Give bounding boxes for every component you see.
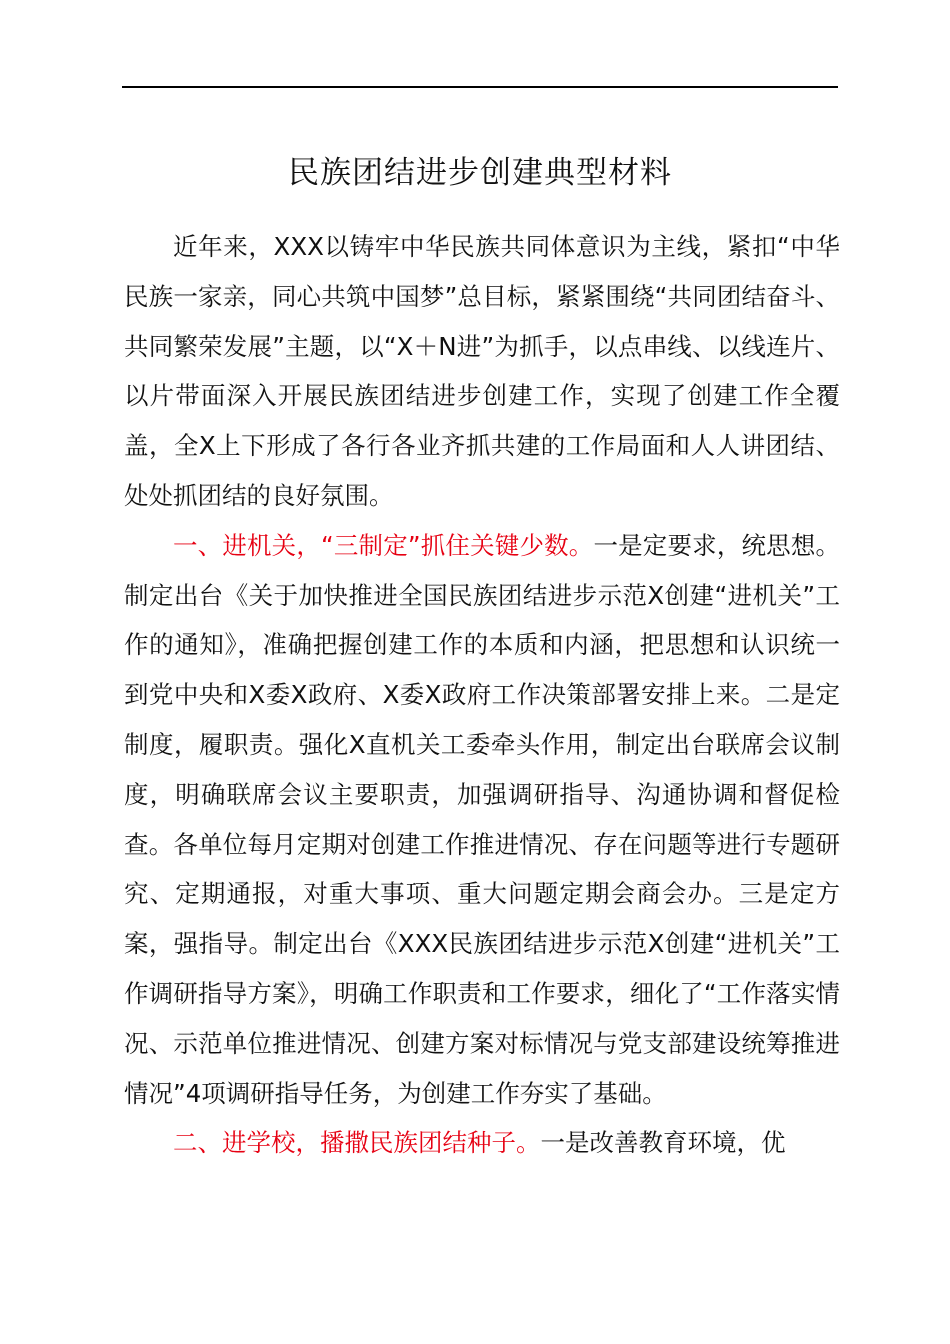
document-body: [124, 222, 840, 1168]
section-1-paragraph: [124, 521, 840, 1119]
section-2-paragraph: [124, 1118, 840, 1168]
paragraph-text: 一是定要求，统思想。制定出台《关于加快推进全国民族团结进步示范X创建“进机关”工作的通知》，准确把握创建工作的本质和内涵，把思想和认识统一到党中央和X委X政府、X委X政府工作决策部署安排上来。二是定制度，履职责。强化X直机关工委牵头作用，制定出台联席会议制度，明确联席会议主要职责，加强调研指导、沟通协调和督促检查。各单位每月定期对创建工作推进情况、存在问题等进行专题研究、定期通报，对重大事项、重大问题定期会商会办。三是定方案，强指导。制定出台《XXX民族团结进步示范X创建“进机关”工作调研指导方案》，明确工作职责和工作要求，细化了“工作落实情况、示范单位推进情况、创建方案对标情况与党支部建设统筹推进情况”4项调研指导任务，为创建工作夯实了基础。: [124, 530, 841, 1108]
section-2-heading: 二、进学校，播撒民族团结种子。: [173, 1128, 541, 1158]
paragraph-text: 一是改善教育环境，优: [540, 1128, 786, 1158]
section-1-heading: 一、进机关，“三制定”抓住关键少数。: [173, 530, 594, 560]
header-rule: [122, 86, 838, 88]
intro-paragraph: [124, 222, 840, 521]
paragraph-text: 近年来，XXX以铸牢中华民族共同体意识为主线，紧扣“中华民族一家亲，同心共筑中国梦”总目标，紧紧围绕“共同团结奋斗、共同繁荣发展”主题，以“X＋N进”为抓手，以点串线、以线连片、以片带面深入开展民族团结进步创建工作，实现了创建工作全覆盖，全X上下形成了各行各业齐抓共建的工作局面和人人讲团结、处处抓团结的良好氛围。: [124, 232, 840, 510]
document-title: 民族团结进步创建典型材料: [288, 155, 672, 191]
